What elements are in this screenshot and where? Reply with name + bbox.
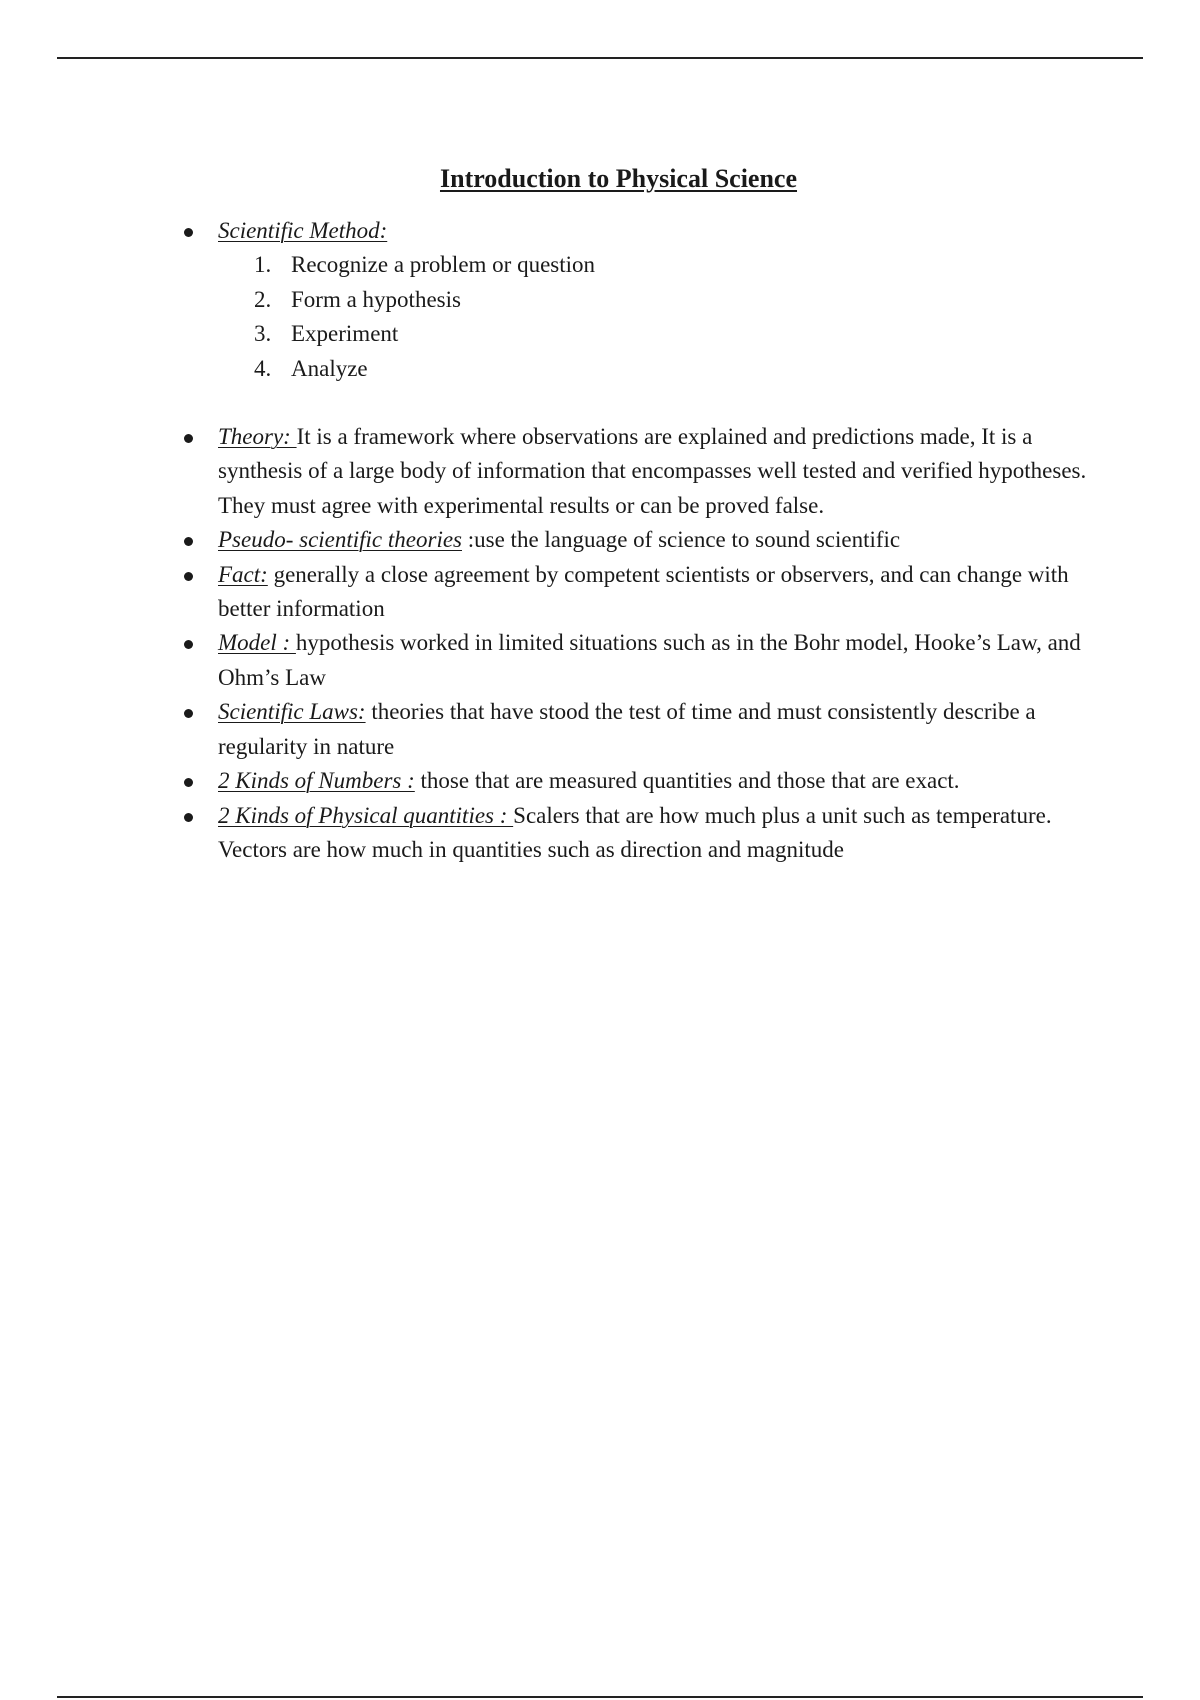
step-item	[218, 352, 1088, 386]
term-definition: Scalers that are how much plus a unit such as temperature. Vectors are how much in quantities such as direction and magnitude	[218, 802, 1052, 862]
term-label: Model :	[218, 630, 296, 656]
term-definition: those that are measured quantities and those that are exact.	[414, 768, 960, 794]
bullet-icon	[184, 709, 193, 718]
step-text: Form a hypothesis	[291, 286, 461, 312]
bullet-icon	[184, 434, 193, 443]
step-text: Analyze	[291, 355, 368, 381]
step-text: Recognize a problem or question	[291, 252, 596, 278]
list-item-pseudo-scientific	[218, 523, 1088, 557]
step-item	[218, 317, 1088, 351]
spacer	[218, 386, 1088, 420]
list-item-model	[218, 626, 1088, 695]
bottom-rule	[57, 1696, 1143, 1698]
bullet-icon	[184, 813, 193, 822]
bullet-icon	[184, 572, 193, 581]
top-rule	[57, 57, 1143, 59]
bullet-icon	[184, 640, 193, 649]
bullet-icon	[184, 537, 193, 546]
term-label: Scientific Laws:	[218, 699, 366, 725]
term-label: Fact:	[218, 561, 268, 587]
term-definition: hypothesis worked in limited situations such as in the Bohr model, Hooke’s Law, and Ohm’s Law	[218, 630, 1081, 690]
term-label: Pseudo- scientific theories	[218, 527, 462, 553]
step-number: 3.	[254, 321, 272, 347]
bullet-icon	[184, 778, 193, 787]
term-label: Theory:	[218, 424, 297, 450]
term-definition: generally a close agreement by competent scientists or observers, and can change with better information	[218, 561, 1069, 622]
scientific-method-steps	[218, 248, 1088, 386]
list-item-kinds-of-numbers	[218, 764, 1088, 798]
bullet-icon	[184, 228, 193, 237]
step-item	[218, 248, 1088, 282]
list-item-fact	[218, 558, 1088, 627]
step-number: 4.	[254, 355, 272, 381]
term-label: 2 Kinds of Physical quantities :	[218, 802, 514, 828]
step-number: 2.	[254, 286, 272, 312]
list-item-theory	[218, 420, 1088, 523]
notes-body	[218, 214, 1088, 867]
list-item-scientific-laws	[218, 695, 1088, 764]
list-item-scientific-method	[218, 214, 1088, 386]
term-definition: theories that have stood the test of time and must consistently describe a regularity in nature	[218, 699, 1036, 759]
term-definition: It is a framework where observations are explained and predictions made, It is a synthesis of a large body of information that encompasses well tested and verified hypotheses. They must agree with experimental results or can be proved false.	[218, 424, 1087, 518]
step-item	[218, 283, 1088, 317]
step-text: Experiment	[291, 321, 399, 347]
list-item-kinds-of-quantities	[218, 799, 1088, 868]
step-number: 1.	[254, 252, 272, 278]
term-label: 2 Kinds of Numbers :	[218, 768, 415, 794]
page-title: Introduction to Physical Science	[439, 164, 798, 194]
term-label: Scientific Method:	[218, 218, 388, 243]
term-definition: :use the language of science to sound scientific	[462, 527, 901, 553]
